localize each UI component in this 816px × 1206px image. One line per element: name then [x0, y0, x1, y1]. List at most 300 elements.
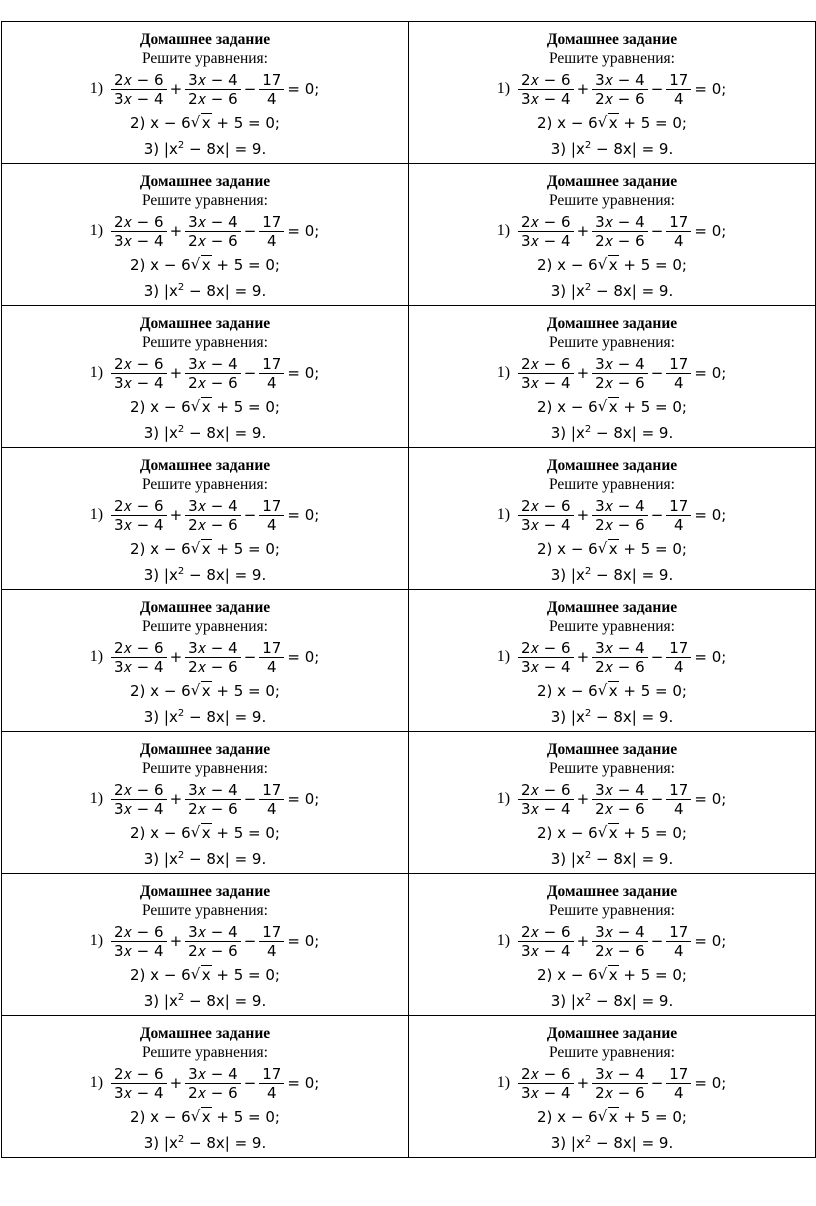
card-title: Домашнее задание [546, 173, 678, 190]
equation-1-tail: = 0; [694, 222, 727, 240]
fraction-1-denominator: 3𝑥 − 4 [114, 89, 164, 108]
equation-3 [409, 988, 815, 1011]
fraction-2-denominator: 2𝑥 − 6 [188, 799, 238, 818]
fraction-1-numerator: 2𝑥 − 6 [114, 496, 164, 515]
radicand: x [608, 824, 618, 842]
fraction-2-numerator: 3𝑥 − 4 [188, 496, 238, 515]
equation-1 [409, 636, 815, 678]
equation-1-label: 1) [89, 222, 104, 239]
equation-1-tail: = 0; [287, 222, 320, 240]
equation-2-prefix: 2) x − 6 [130, 824, 191, 842]
equation-1 [409, 1062, 815, 1104]
plus-sign: + [169, 790, 183, 808]
fraction-3-denominator: 4 [267, 89, 277, 108]
fraction-1-numerator: 2𝑥 − 6 [521, 638, 571, 657]
card-cell [2, 732, 409, 874]
plus-sign: + [169, 1074, 183, 1092]
radical-sign-icon: √ [597, 113, 608, 131]
fraction-1-denominator: 3𝑥 − 4 [521, 231, 571, 250]
exponent: 2 [177, 282, 185, 293]
fraction-1-denominator: 3𝑥 − 4 [521, 373, 571, 392]
cards-row [2, 306, 816, 448]
card-subtitle: Решите уравнения: [549, 192, 675, 209]
equation-1-label: 1) [89, 790, 104, 807]
square-root [598, 823, 619, 843]
square-root [191, 539, 212, 559]
card-title: Домашнее задание [546, 1025, 678, 1042]
homework-card [409, 1016, 815, 1157]
fraction-3 [666, 781, 691, 818]
fraction-1-numerator: 2𝑥 − 6 [521, 354, 571, 373]
equation-1-tail: = 0; [287, 364, 320, 382]
equation-1 [2, 210, 408, 252]
fraction-3-numerator: 17 [262, 780, 282, 799]
radicand: x [608, 1108, 618, 1126]
fraction-2 [592, 355, 648, 392]
fraction-3-numerator: 17 [669, 1064, 689, 1083]
radicand: x [201, 256, 211, 274]
card-subtitle: Решите уравнения: [142, 334, 268, 351]
card-title: Домашнее задание [546, 31, 678, 48]
fraction-2-numerator: 3𝑥 − 4 [188, 1064, 238, 1083]
equation-2 [2, 1107, 408, 1127]
fraction-3-denominator: 4 [267, 1083, 277, 1102]
equation-1-label: 1) [496, 648, 511, 665]
fraction-2-denominator: 2𝑥 − 6 [188, 1083, 238, 1102]
equation-2-prefix: 2) x − 6 [537, 398, 598, 416]
fraction-2 [185, 355, 241, 392]
equation-3-prefix: 3) |x [550, 140, 585, 158]
fraction-1-denominator: 3𝑥 − 4 [114, 799, 164, 818]
fraction-2 [185, 497, 241, 534]
exponent: 2 [177, 1134, 185, 1145]
fraction-1 [518, 923, 574, 960]
homework-card [409, 306, 815, 447]
radicand: x [608, 398, 618, 416]
fraction-1-denominator: 3𝑥 − 4 [521, 89, 571, 108]
equation-2-prefix: 2) x − 6 [130, 540, 191, 558]
plus-sign: + [576, 80, 590, 98]
equation-2 [409, 539, 815, 559]
radical-sign-icon: √ [190, 255, 201, 273]
fraction-2-numerator: 3𝑥 − 4 [188, 212, 238, 231]
fraction-1 [518, 781, 574, 818]
exponent: 2 [584, 424, 592, 435]
equation-1-label: 1) [89, 80, 104, 97]
fraction-3-denominator: 4 [267, 231, 277, 250]
card-subtitle: Решите уравнения: [549, 334, 675, 351]
fraction-3-numerator: 17 [669, 212, 689, 231]
fraction-1-denominator: 3𝑥 − 4 [114, 941, 164, 960]
radical-sign-icon: √ [597, 1107, 608, 1125]
exponent: 2 [584, 566, 592, 577]
fraction-3 [259, 923, 284, 960]
fraction-2 [592, 497, 648, 534]
square-root [598, 255, 619, 275]
radicand: x [201, 540, 211, 558]
equation-2 [409, 255, 815, 275]
equation-1 [2, 920, 408, 962]
square-root [598, 1107, 619, 1127]
exponent: 2 [584, 708, 592, 719]
fraction-1 [111, 355, 167, 392]
equation-3-suffix: − 8x| = 9. [591, 708, 674, 726]
equation-2-suffix: + 5 = 0; [216, 824, 280, 842]
homework-card [2, 164, 408, 305]
fraction-1-numerator: 2𝑥 − 6 [521, 70, 571, 89]
equation-1-tail: = 0; [694, 790, 727, 808]
equation-3-suffix: − 8x| = 9. [184, 708, 267, 726]
square-root [191, 965, 212, 985]
fraction-2-numerator: 3𝑥 − 4 [595, 638, 645, 657]
fraction-3-numerator: 17 [262, 212, 282, 231]
card-subtitle: Решите уравнения: [142, 192, 268, 209]
plus-sign: + [576, 222, 590, 240]
minus-sign: − [243, 1074, 257, 1092]
fraction-3-denominator: 4 [267, 515, 277, 534]
minus-sign: − [650, 648, 664, 666]
homework-card [409, 732, 815, 873]
card-title: Домашнее задание [546, 315, 678, 332]
fraction-2-denominator: 2𝑥 − 6 [188, 231, 238, 250]
equation-2 [2, 397, 408, 417]
card-subtitle: Решите уравнения: [142, 476, 268, 493]
square-root [191, 823, 212, 843]
plus-sign: + [576, 790, 590, 808]
equation-2 [2, 681, 408, 701]
plus-sign: + [169, 648, 183, 666]
card-cell [409, 1016, 816, 1158]
minus-sign: − [243, 506, 257, 524]
plus-sign: + [169, 80, 183, 98]
card-cell [2, 448, 409, 590]
equation-2 [409, 965, 815, 985]
cards-row [2, 22, 816, 164]
fraction-3 [666, 213, 691, 250]
equation-3 [409, 278, 815, 301]
homework-card [2, 732, 408, 873]
fraction-2-numerator: 3𝑥 − 4 [188, 354, 238, 373]
fraction-3-denominator: 4 [267, 657, 277, 676]
plus-sign: + [576, 506, 590, 524]
equation-1-tail: = 0; [287, 506, 320, 524]
equation-1 [409, 68, 815, 110]
equation-1 [409, 494, 815, 536]
equation-1-tail: = 0; [287, 648, 320, 666]
fraction-2 [185, 1065, 241, 1102]
equation-3-prefix: 3) |x [143, 282, 178, 300]
fraction-1-numerator: 2𝑥 − 6 [521, 212, 571, 231]
fraction-1 [111, 1065, 167, 1102]
equation-3-suffix: − 8x| = 9. [591, 850, 674, 868]
cards-grid [2, 22, 816, 1158]
card-title: Домашнее задание [139, 883, 271, 900]
equation-3-prefix: 3) |x [143, 424, 178, 442]
equation-3-prefix: 3) |x [143, 140, 178, 158]
fraction-1-numerator: 2𝑥 − 6 [521, 496, 571, 515]
fraction-2 [185, 923, 241, 960]
minus-sign: − [243, 222, 257, 240]
homework-card [2, 874, 408, 1015]
fraction-3 [666, 355, 691, 392]
fraction-3-denominator: 4 [674, 799, 684, 818]
fraction-3-denominator: 4 [674, 941, 684, 960]
equation-1 [2, 778, 408, 820]
equation-1-label: 1) [496, 222, 511, 239]
fraction-3 [259, 71, 284, 108]
fraction-2 [592, 639, 648, 676]
fraction-1 [111, 213, 167, 250]
fraction-1 [111, 639, 167, 676]
equation-1-label: 1) [89, 932, 104, 949]
fraction-2-numerator: 3𝑥 − 4 [595, 1064, 645, 1083]
equation-2-suffix: + 5 = 0; [216, 1108, 280, 1126]
plus-sign: + [169, 222, 183, 240]
fraction-2-denominator: 2𝑥 − 6 [188, 941, 238, 960]
equation-3-suffix: − 8x| = 9. [591, 424, 674, 442]
radicand: x [608, 682, 618, 700]
equation-3-prefix: 3) |x [550, 708, 585, 726]
fraction-2-denominator: 2𝑥 − 6 [595, 515, 645, 534]
fraction-3 [666, 923, 691, 960]
equation-2-suffix: + 5 = 0; [623, 398, 687, 416]
card-title: Домашнее задание [139, 173, 271, 190]
radical-sign-icon: √ [190, 1107, 201, 1125]
fraction-3 [666, 71, 691, 108]
equation-3 [2, 420, 408, 443]
equation-1 [2, 636, 408, 678]
fraction-1 [111, 497, 167, 534]
fraction-2-numerator: 3𝑥 − 4 [595, 212, 645, 231]
fraction-3-numerator: 17 [262, 496, 282, 515]
exponent: 2 [177, 992, 185, 1003]
equation-2 [2, 965, 408, 985]
card-title: Домашнее задание [139, 1025, 271, 1042]
card-title: Домашнее задание [139, 599, 271, 616]
radicand: x [201, 1108, 211, 1126]
card-title: Домашнее задание [546, 599, 678, 616]
fraction-1 [518, 497, 574, 534]
card-cell [409, 164, 816, 306]
fraction-2-numerator: 3𝑥 − 4 [188, 780, 238, 799]
equation-1-tail: = 0; [287, 932, 320, 950]
minus-sign: − [650, 1074, 664, 1092]
equation-2-suffix: + 5 = 0; [623, 966, 687, 984]
radical-sign-icon: √ [190, 681, 201, 699]
equation-1-tail: = 0; [287, 1074, 320, 1092]
fraction-3-denominator: 4 [674, 231, 684, 250]
fraction-2-numerator: 3𝑥 − 4 [595, 780, 645, 799]
exponent: 2 [177, 850, 185, 861]
equation-3 [409, 136, 815, 159]
card-subtitle: Решите уравнения: [142, 1044, 268, 1061]
equation-2-prefix: 2) x − 6 [537, 540, 598, 558]
equation-1 [409, 352, 815, 394]
equation-1 [2, 1062, 408, 1104]
exponent: 2 [584, 140, 592, 151]
equation-3-suffix: − 8x| = 9. [184, 282, 267, 300]
equation-1-label: 1) [496, 364, 511, 381]
minus-sign: − [650, 80, 664, 98]
equation-1-label: 1) [496, 790, 511, 807]
card-cell [2, 1016, 409, 1158]
fraction-1-numerator: 2𝑥 − 6 [114, 1064, 164, 1083]
fraction-3-denominator: 4 [267, 799, 277, 818]
cards-row [2, 1016, 816, 1158]
fraction-3 [666, 639, 691, 676]
fraction-3 [666, 497, 691, 534]
fraction-3-numerator: 17 [262, 70, 282, 89]
fraction-3-denominator: 4 [674, 657, 684, 676]
fraction-3-numerator: 17 [669, 496, 689, 515]
equation-3-prefix: 3) |x [550, 850, 585, 868]
minus-sign: − [243, 790, 257, 808]
fraction-2-denominator: 2𝑥 − 6 [595, 941, 645, 960]
equation-3 [409, 704, 815, 727]
fraction-1-numerator: 2𝑥 − 6 [521, 922, 571, 941]
equation-2-suffix: + 5 = 0; [216, 682, 280, 700]
equation-2-suffix: + 5 = 0; [216, 398, 280, 416]
radical-sign-icon: √ [597, 681, 608, 699]
equation-1-tail: = 0; [287, 80, 320, 98]
equation-1-label: 1) [496, 932, 511, 949]
fraction-2-denominator: 2𝑥 − 6 [595, 1083, 645, 1102]
fraction-3-denominator: 4 [267, 941, 277, 960]
equation-1-label: 1) [89, 648, 104, 665]
fraction-1 [111, 781, 167, 818]
fraction-3-numerator: 17 [262, 354, 282, 373]
fraction-2-denominator: 2𝑥 − 6 [595, 231, 645, 250]
fraction-2 [592, 1065, 648, 1102]
minus-sign: − [650, 790, 664, 808]
radicand: x [608, 256, 618, 274]
fraction-2 [592, 781, 648, 818]
fraction-1-denominator: 3𝑥 − 4 [114, 515, 164, 534]
equation-3-prefix: 3) |x [550, 566, 585, 584]
card-title: Домашнее задание [139, 457, 271, 474]
equation-3 [2, 846, 408, 869]
equation-2-suffix: + 5 = 0; [216, 540, 280, 558]
radicand: x [608, 966, 618, 984]
equation-2-prefix: 2) x − 6 [130, 682, 191, 700]
fraction-1-numerator: 2𝑥 − 6 [114, 212, 164, 231]
equation-3-prefix: 3) |x [550, 424, 585, 442]
equation-2-suffix: + 5 = 0; [216, 114, 280, 132]
plus-sign: + [576, 364, 590, 382]
equation-1-tail: = 0; [287, 790, 320, 808]
square-root [191, 397, 212, 417]
equation-3-prefix: 3) |x [143, 850, 178, 868]
fraction-2 [592, 213, 648, 250]
equation-2-prefix: 2) x − 6 [130, 398, 191, 416]
equation-3 [2, 704, 408, 727]
equation-3 [409, 562, 815, 585]
minus-sign: − [243, 364, 257, 382]
equation-3-suffix: − 8x| = 9. [184, 1134, 267, 1152]
card-title: Домашнее задание [139, 741, 271, 758]
fraction-1-numerator: 2𝑥 − 6 [114, 922, 164, 941]
equation-3-suffix: − 8x| = 9. [591, 992, 674, 1010]
fraction-1 [518, 213, 574, 250]
equation-1-label: 1) [89, 1074, 104, 1091]
minus-sign: − [650, 506, 664, 524]
equation-2 [409, 1107, 815, 1127]
equation-2-prefix: 2) x − 6 [130, 1108, 191, 1126]
minus-sign: − [243, 932, 257, 950]
card-cell [409, 448, 816, 590]
fraction-3-numerator: 17 [669, 354, 689, 373]
equation-3 [409, 846, 815, 869]
fraction-2-denominator: 2𝑥 − 6 [595, 657, 645, 676]
homework-card [2, 448, 408, 589]
card-cell [409, 306, 816, 448]
minus-sign: − [650, 932, 664, 950]
fraction-1-numerator: 2𝑥 − 6 [114, 354, 164, 373]
square-root [598, 539, 619, 559]
radicand: x [201, 398, 211, 416]
equation-2-prefix: 2) x − 6 [130, 966, 191, 984]
fraction-2-denominator: 2𝑥 − 6 [188, 373, 238, 392]
fraction-3-denominator: 4 [674, 515, 684, 534]
fraction-2-numerator: 3𝑥 − 4 [595, 70, 645, 89]
radicand: x [201, 824, 211, 842]
minus-sign: − [650, 364, 664, 382]
equation-1-tail: = 0; [694, 932, 727, 950]
equation-2 [2, 539, 408, 559]
card-subtitle: Решите уравнения: [142, 902, 268, 919]
equation-2 [409, 397, 815, 417]
fraction-3-denominator: 4 [674, 89, 684, 108]
equation-2-prefix: 2) x − 6 [537, 114, 598, 132]
fraction-1 [518, 355, 574, 392]
exponent: 2 [584, 850, 592, 861]
homework-card [2, 306, 408, 447]
card-cell [409, 590, 816, 732]
equation-2-prefix: 2) x − 6 [537, 256, 598, 274]
fraction-1-numerator: 2𝑥 − 6 [114, 70, 164, 89]
fraction-1-denominator: 3𝑥 − 4 [114, 373, 164, 392]
homework-card [2, 1016, 408, 1157]
cards-row [2, 590, 816, 732]
equation-3 [2, 988, 408, 1011]
plus-sign: + [169, 932, 183, 950]
equation-3 [2, 1130, 408, 1153]
square-root [191, 681, 212, 701]
radical-sign-icon: √ [597, 823, 608, 841]
fraction-2 [592, 923, 648, 960]
equation-1 [2, 352, 408, 394]
fraction-2 [185, 213, 241, 250]
equation-3-prefix: 3) |x [143, 1134, 178, 1152]
equation-2-prefix: 2) x − 6 [537, 966, 598, 984]
radical-sign-icon: √ [190, 113, 201, 131]
exponent: 2 [177, 424, 185, 435]
card-subtitle: Решите уравнения: [142, 618, 268, 635]
plus-sign: + [169, 506, 183, 524]
card-cell [409, 732, 816, 874]
fraction-3 [259, 355, 284, 392]
equation-1-label: 1) [496, 506, 511, 523]
fraction-1-numerator: 2𝑥 − 6 [114, 638, 164, 657]
fraction-2-numerator: 3𝑥 − 4 [595, 496, 645, 515]
plus-sign: + [576, 1074, 590, 1092]
square-root [191, 255, 212, 275]
square-root [598, 113, 619, 133]
fraction-2 [185, 781, 241, 818]
equation-3-suffix: − 8x| = 9. [184, 566, 267, 584]
equation-1 [2, 494, 408, 536]
card-cell [409, 874, 816, 1016]
